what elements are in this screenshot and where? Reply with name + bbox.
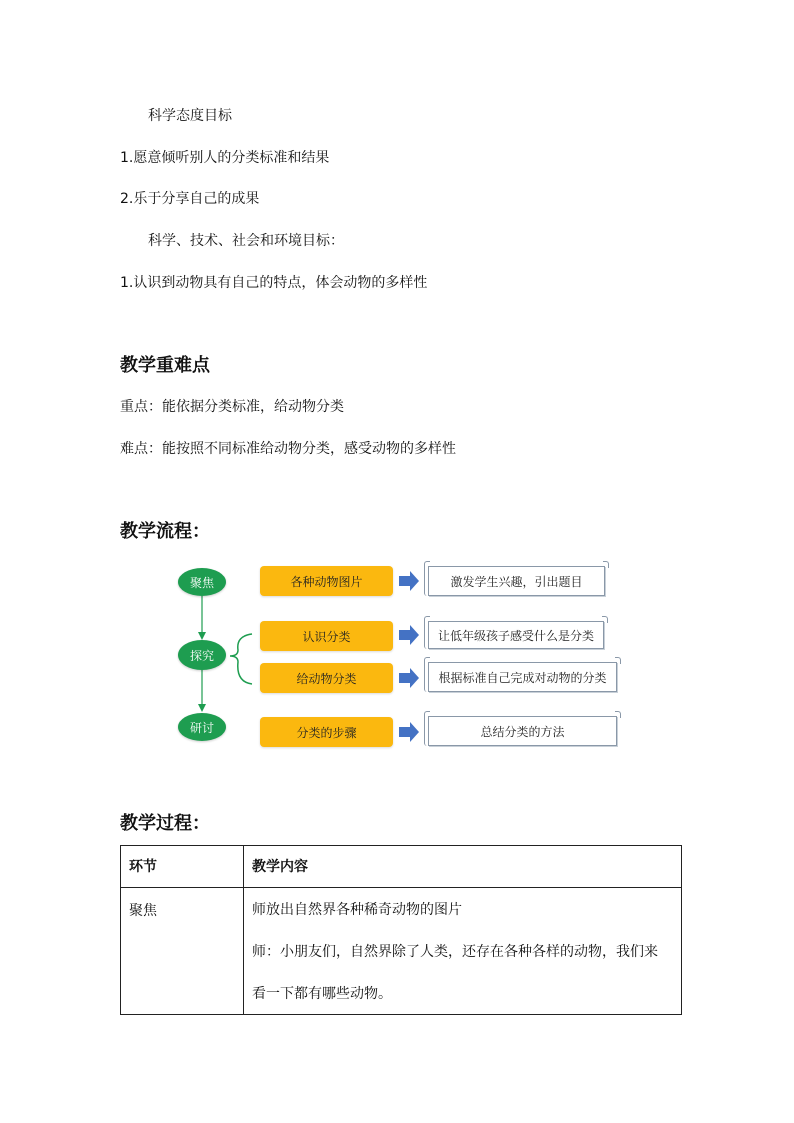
note-interest: 激发学生兴趣，引出题目 xyxy=(428,566,605,596)
header-content: 教学内容 xyxy=(252,859,308,875)
arrow-icons xyxy=(399,571,419,742)
stage-discuss: 研讨 xyxy=(178,713,226,741)
note-summarize-method: 总结分类的方法 xyxy=(428,716,617,746)
header-stage: 环节 xyxy=(129,859,157,875)
step-classification-steps: 分类的步骤 xyxy=(260,717,393,747)
sts-heading: 科学、技术、社会和环境目标： xyxy=(148,233,344,249)
process-title: 教学过程： xyxy=(120,813,210,834)
table-row xyxy=(121,888,682,1015)
content-line-2: 师：小朋友们，自然界除了人类，还存在各种各样的动物，我们来 xyxy=(252,944,658,960)
attitude-heading: 科学态度目标 xyxy=(148,108,232,124)
flow-title: 教学流程： xyxy=(120,521,210,542)
sts-item-1: 1.认识到动物具有自己的特点，体会动物的多样性 xyxy=(120,275,428,291)
content-line-1: 师放出自然界各种稀奇动物的图片 xyxy=(252,902,462,918)
stage-focus: 聚焦 xyxy=(178,568,226,596)
step-animal-pictures: 各种动物图片 xyxy=(260,566,393,596)
attitude-item-2: 2.乐于分享自己的成果 xyxy=(120,191,260,207)
difficulty-text: 难点：能按照不同标准给动物分类，感受动物的多样性 xyxy=(120,441,456,457)
note-feel-classification: 让低年级孩子感受什么是分类 xyxy=(428,621,604,649)
row-stage: 聚焦 xyxy=(129,903,157,919)
attitude-item-1: 1.愿意倾听别人的分类标准和结果 xyxy=(120,150,330,166)
stage-explore: 探究 xyxy=(178,640,226,670)
table-header-row xyxy=(121,846,682,888)
note-classify-by-standard: 根据标准自己完成对动物的分类 xyxy=(428,662,617,692)
step-classify-animals: 给动物分类 xyxy=(260,663,393,693)
content-line-3: 看一下都有哪些动物。 xyxy=(252,986,392,1002)
step-know-classification: 认识分类 xyxy=(260,621,393,651)
key-points-title: 教学重难点 xyxy=(120,355,210,376)
process-table xyxy=(120,845,682,1015)
focus-text: 重点：能依据分类标准，给动物分类 xyxy=(120,399,344,415)
